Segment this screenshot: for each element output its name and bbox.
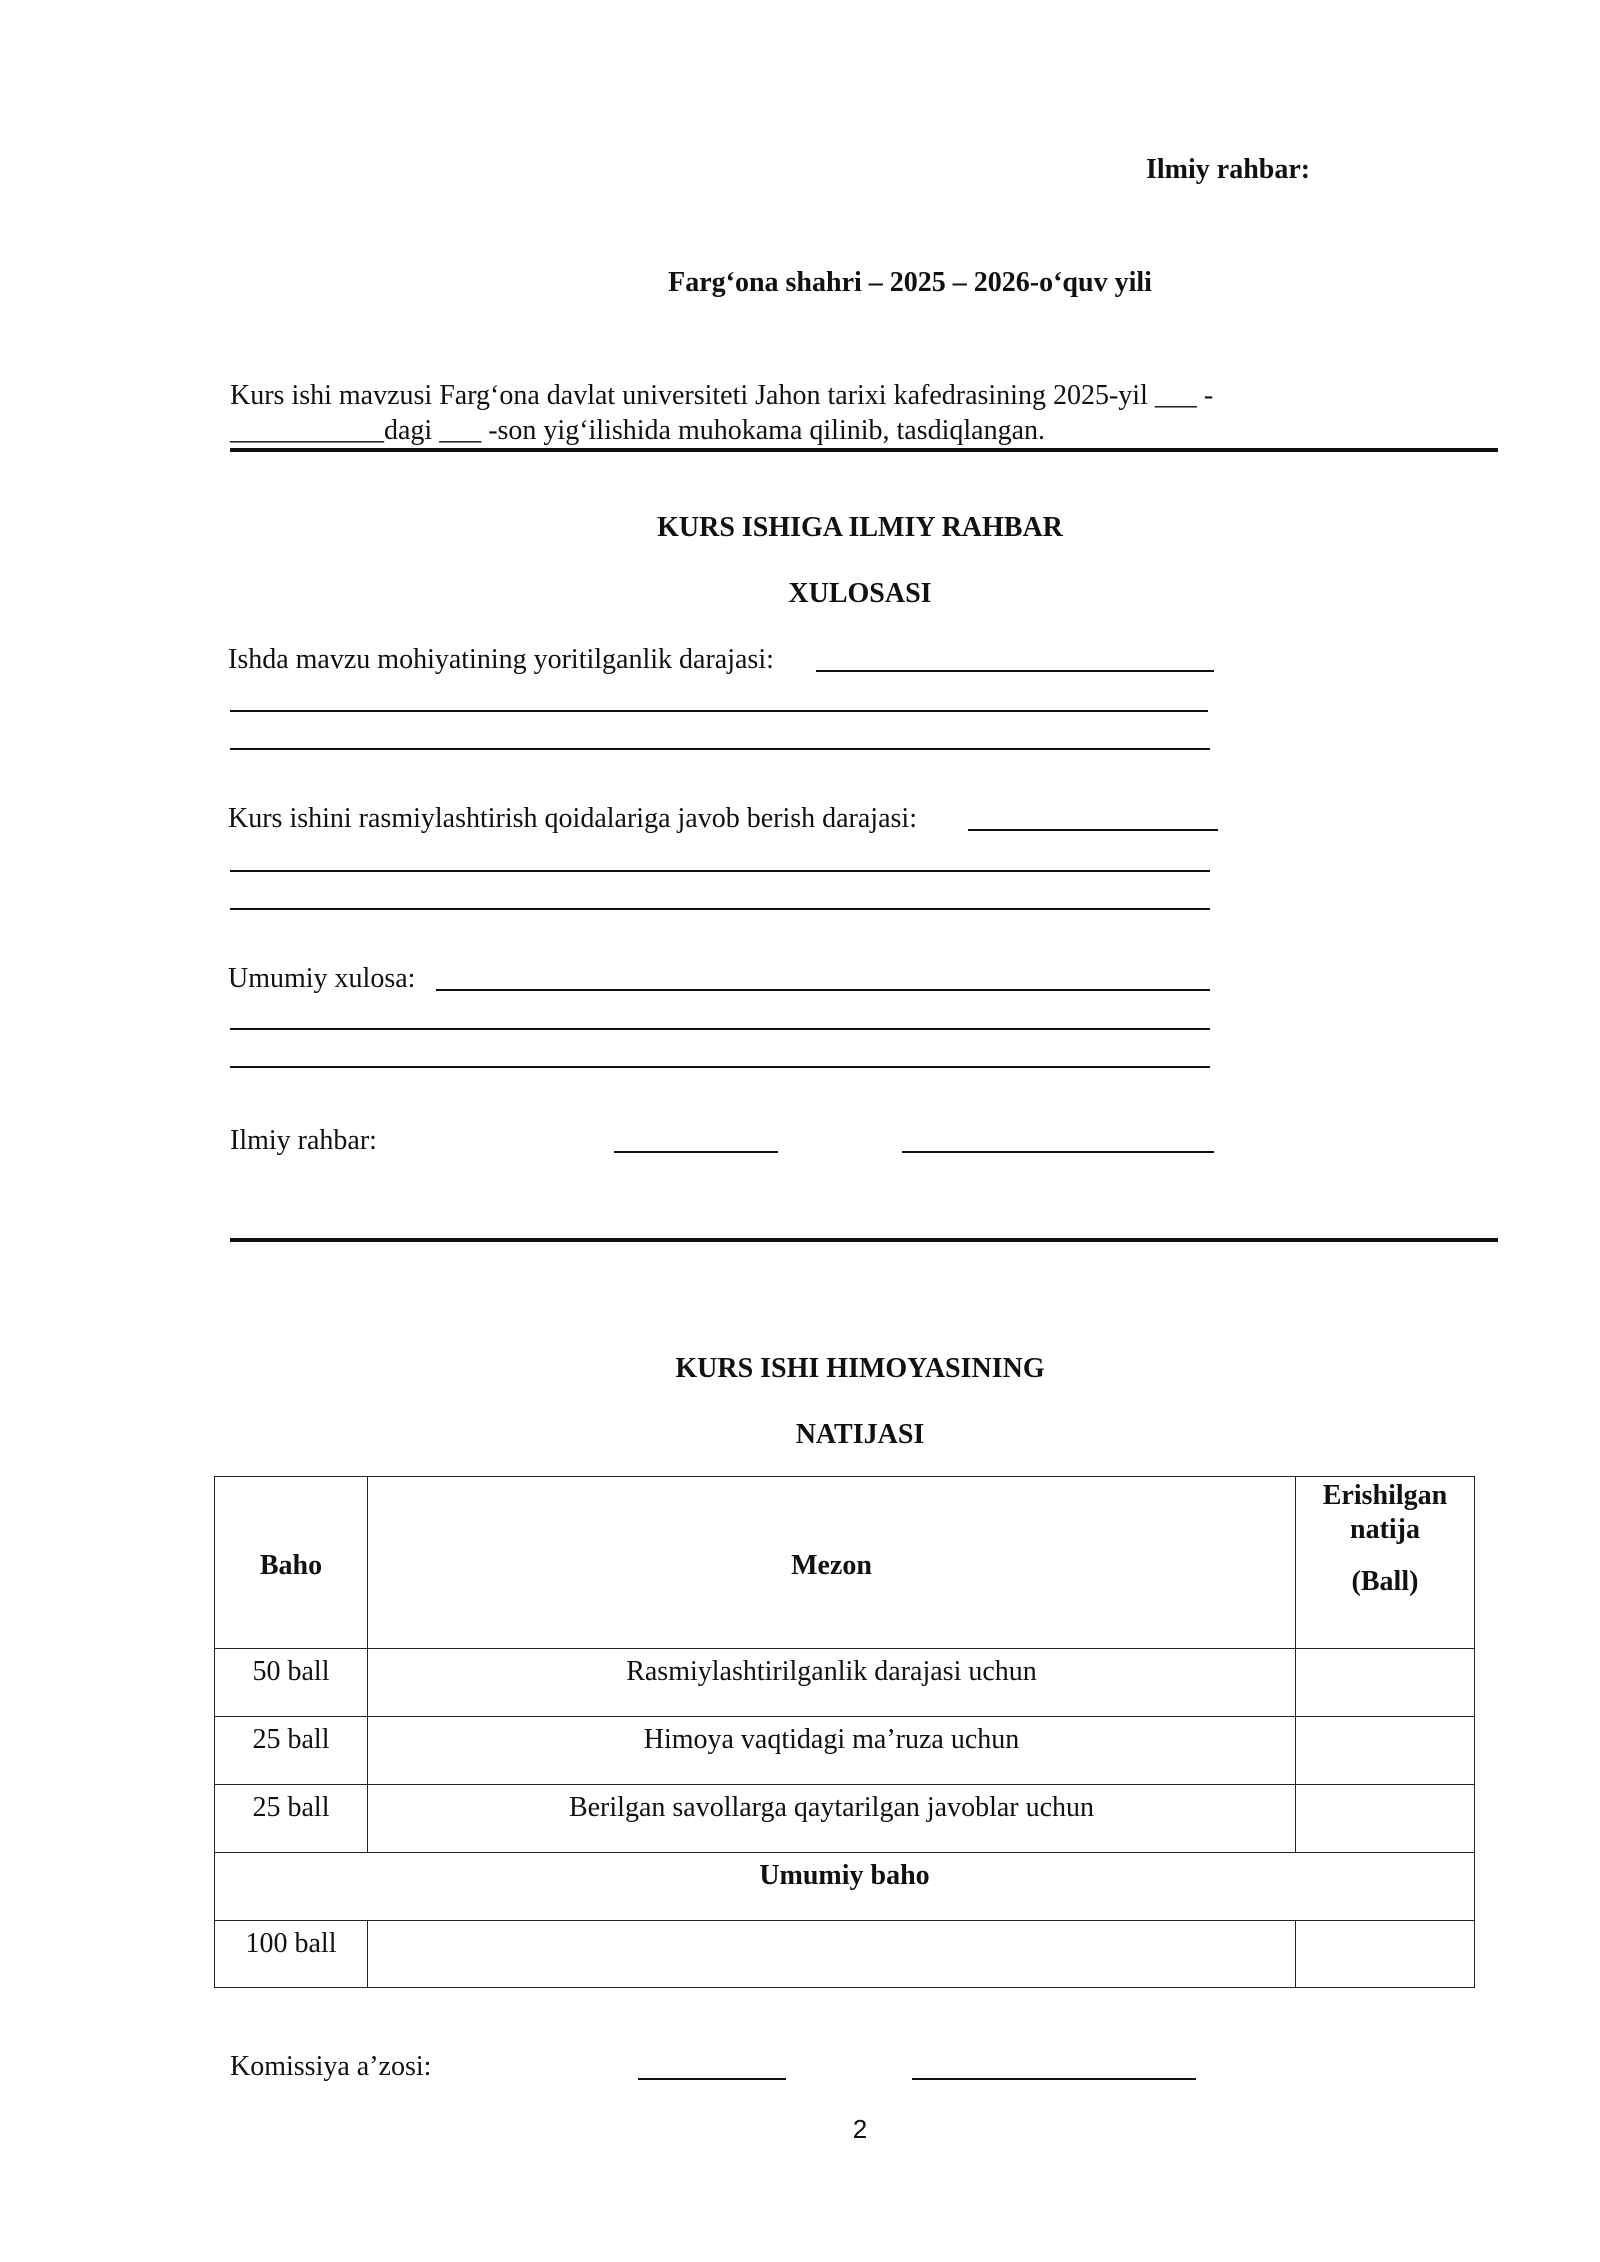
- total-result-cell[interactable]: [1296, 1921, 1475, 1988]
- section-divider-top: [230, 448, 1498, 452]
- supervisor-signature-blank[interactable]: [614, 1151, 778, 1153]
- table-row: [215, 1785, 1475, 1853]
- row-result-cell[interactable]: [1296, 1785, 1475, 1853]
- header-baho: Baho: [215, 1477, 368, 1649]
- city-year-line: Farg‘ona shahri – 2025 – 2026-o‘quv yili: [668, 267, 1152, 298]
- total-mezon-cell[interactable]: [368, 1921, 1296, 1988]
- row-mezon: Berilgan savollarga qaytarilgan javoblar uchun: [368, 1785, 1296, 1853]
- table-header-row: [215, 1477, 1475, 1649]
- defense-title-1: KURS ISHI HIMOYASINING: [675, 1353, 1045, 1384]
- row-baho: 25 ball: [215, 1785, 368, 1853]
- approval-line-2: ___________dagi ___ -son yig‘ilishida muhokama qilinib, tasdiqlangan.: [230, 415, 1046, 446]
- row-baho: 25 ball: [215, 1717, 368, 1785]
- supervisor-name-blank[interactable]: [902, 1151, 1214, 1153]
- table-row: [215, 1649, 1475, 1717]
- coverage-blank-line-2[interactable]: [230, 710, 1208, 712]
- general-conclusion-label: Umumiy xulosa:: [228, 963, 416, 994]
- row-result-cell[interactable]: [1296, 1649, 1475, 1717]
- conclusion-title-1: KURS ISHIGA ILMIY RAHBAR: [657, 512, 1063, 543]
- defense-results-table: [214, 1476, 1475, 1988]
- coverage-field-blank[interactable]: [816, 670, 1214, 672]
- general-conclusion-line-2[interactable]: [230, 1028, 1210, 1030]
- page-number: 2: [852, 2114, 868, 2144]
- supervisor-header-label: Ilmiy rahbar:: [1146, 154, 1311, 185]
- defense-title-2: NATIJASI: [795, 1419, 925, 1450]
- formatting-field-blank[interactable]: [968, 829, 1218, 831]
- header-result-line-3: (Ball): [1351, 1566, 1419, 1597]
- approval-line-1: Kurs ishi mavzusi Farg‘ona davlat universiteti Jahon tarixi kafedrasining 2025-yil ___ -: [230, 380, 1214, 411]
- commission-signature-blank[interactable]: [638, 2078, 786, 2080]
- commission-name-blank[interactable]: [912, 2078, 1196, 2080]
- row-mezon: Himoya vaqtidagi ma’ruza uchun: [368, 1717, 1296, 1785]
- table-total-label-row: [215, 1853, 1475, 1921]
- coverage-field-label: Ishda mavzu mohiyatining yoritilganlik darajasi:: [228, 644, 774, 675]
- header-mezon: Mezon: [368, 1477, 1296, 1649]
- total-baho: 100 ball: [215, 1921, 368, 1988]
- table-total-row: [215, 1921, 1475, 1988]
- header-result-line-1: Erishilgan: [1322, 1480, 1448, 1511]
- header-result-line-2: natija: [1350, 1514, 1420, 1545]
- section-divider-bottom: [230, 1238, 1498, 1242]
- total-label: Umumiy baho: [215, 1853, 1475, 1921]
- formatting-blank-line-2[interactable]: [230, 870, 1210, 872]
- coverage-blank-line-3[interactable]: [230, 748, 1210, 750]
- row-result-cell[interactable]: [1296, 1717, 1475, 1785]
- conclusion-title-2: XULOSASI: [788, 578, 932, 609]
- formatting-blank-line-3[interactable]: [230, 908, 1210, 910]
- general-conclusion-line-3[interactable]: [230, 1066, 1210, 1068]
- row-mezon: Rasmiylashtirilganlik darajasi uchun: [368, 1649, 1296, 1717]
- formatting-field-label: Kurs ishini rasmiylashtirish qoidalariga javob berish darajasi:: [228, 803, 917, 834]
- general-conclusion-blank[interactable]: [436, 989, 1210, 991]
- header-result: [1296, 1477, 1475, 1649]
- supervisor-signature-label: Ilmiy rahbar:: [230, 1125, 377, 1156]
- row-baho: 50 ball: [215, 1649, 368, 1717]
- commission-member-label: Komissiya a’zosi:: [230, 2051, 432, 2082]
- table-row: [215, 1717, 1475, 1785]
